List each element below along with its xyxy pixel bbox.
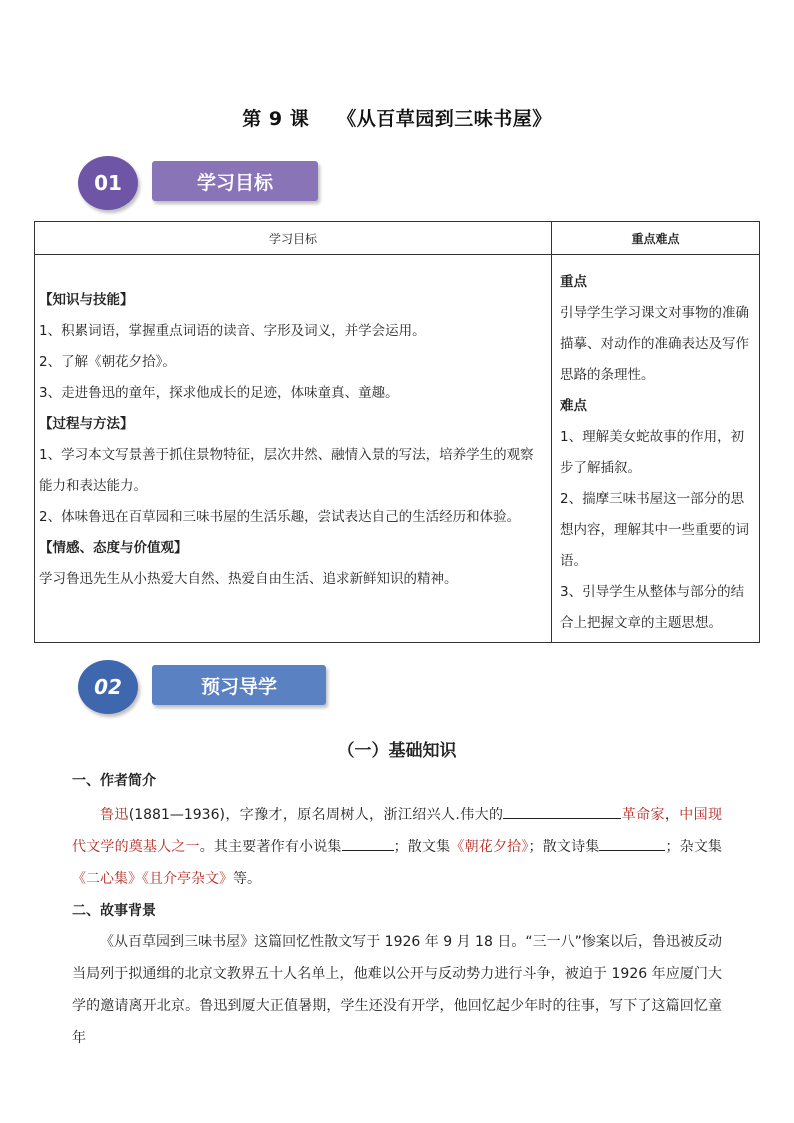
key-text: 引导学生学习课文对事物的准确描摹、对动作的准确表达及写作思路的条理性。	[560, 305, 749, 383]
author-text: ；散文集	[393, 839, 451, 855]
background-paragraph: 《从百草园到三味书屋》这篇回忆性散文写于 1926 年 9 月 18 日。“三一八”惨案以后，鲁迅被反动当局列于拟通缉的北京文教界五十人名单上，他难以公开与反动势力进行斗争，被迫于 1926 年应厦门大学的邀请离开北京。鲁迅到厦大正值暑期，学生还没有开学，他回忆起少年时的往事，写下了这篇回忆童年	[72, 934, 722, 1046]
knowledge-item: 2、了解《朝花夕拾》。	[39, 354, 176, 370]
author-text: (1881—1936)，字豫才，原名周树人，浙江绍兴人.伟大的	[128, 807, 504, 823]
background-heading-text: 二、故事背景	[72, 903, 156, 919]
table-header-key-points: 重点难点	[552, 222, 760, 255]
section-number-badge: 02	[78, 660, 138, 714]
section-heading: 预习导学	[152, 665, 326, 705]
lesson-title	[0, 104, 794, 131]
difficulty-item: 3、引导学生从整体与部分的结合上把握文章的主题思想。	[560, 584, 745, 631]
knowledge-heading: 【知识与技能】	[39, 292, 134, 308]
author-text: 。其主要著作有小说集	[199, 839, 342, 855]
emotion-heading: 【情感、态度与价值观】	[39, 540, 188, 556]
lesson-number: 第 9 课	[242, 108, 310, 130]
basic-knowledge-title: （一）基础知识	[337, 741, 457, 761]
knowledge-item: 1、积累词语，掌握重点词语的读音、字形及词义，并学会运用。	[39, 323, 426, 339]
author-text: 等。	[233, 871, 261, 887]
process-item: 2、体味鲁迅在百草园和三味书屋的生活乐趣，尝试表达自己的生活经历和体验。	[39, 509, 521, 525]
process-item: 1、学习本文写景善于抓住景物特征，层次井然、融情入景的写法，培养学生的观察能力和表达能力。	[39, 447, 534, 494]
background-heading	[72, 900, 722, 920]
difficulty-item: 1、理解美女蛇故事的作用，初步了解插叙。	[560, 429, 745, 476]
difficulty-item: 2、揣摩三味书屋这一部分的思想内容，理解其中一些重要的词语。	[560, 491, 749, 569]
process-heading: 【过程与方法】	[39, 416, 134, 432]
fill-blank[interactable]	[599, 835, 665, 851]
author-intro-paragraph	[72, 799, 722, 895]
objectives-table	[34, 221, 760, 643]
author-name: 鲁迅	[100, 807, 129, 823]
section-number-badge: 01	[78, 156, 138, 210]
answer-text: 《朝花夕拾》	[450, 839, 529, 855]
answer-text: 中国现代文学的奠基人之一	[72, 807, 723, 855]
key-points-cell	[552, 255, 760, 643]
answer-text: 《二心集》《且介亭杂文》	[72, 871, 233, 887]
fill-blank[interactable]	[503, 803, 621, 819]
author-text: ；散文诗集	[528, 839, 600, 855]
fill-blank[interactable]	[342, 835, 394, 851]
lesson-name: 《从百草园到三味书屋》	[337, 108, 552, 130]
section-heading: 学习目标	[152, 161, 318, 201]
emotion-text: 学习鲁迅先生从小热爱大自然、热爱自由生活、追求新鲜知识的精神。	[39, 571, 458, 587]
difficulty-heading: 难点	[560, 398, 587, 414]
goals-cell	[35, 255, 552, 643]
author-text: ；杂文集	[665, 839, 723, 855]
knowledge-item: 3、走进鲁迅的童年，探求他成长的足迹，体味童真、童趣。	[39, 385, 399, 401]
author-intro-heading	[72, 770, 722, 790]
author-heading-text: 一、作者简介	[72, 773, 156, 789]
answer-text: 革命家	[621, 807, 665, 823]
table-header-goals: 学习目标	[35, 222, 552, 255]
key-heading: 重点	[560, 274, 587, 290]
author-text: ，	[664, 807, 680, 823]
